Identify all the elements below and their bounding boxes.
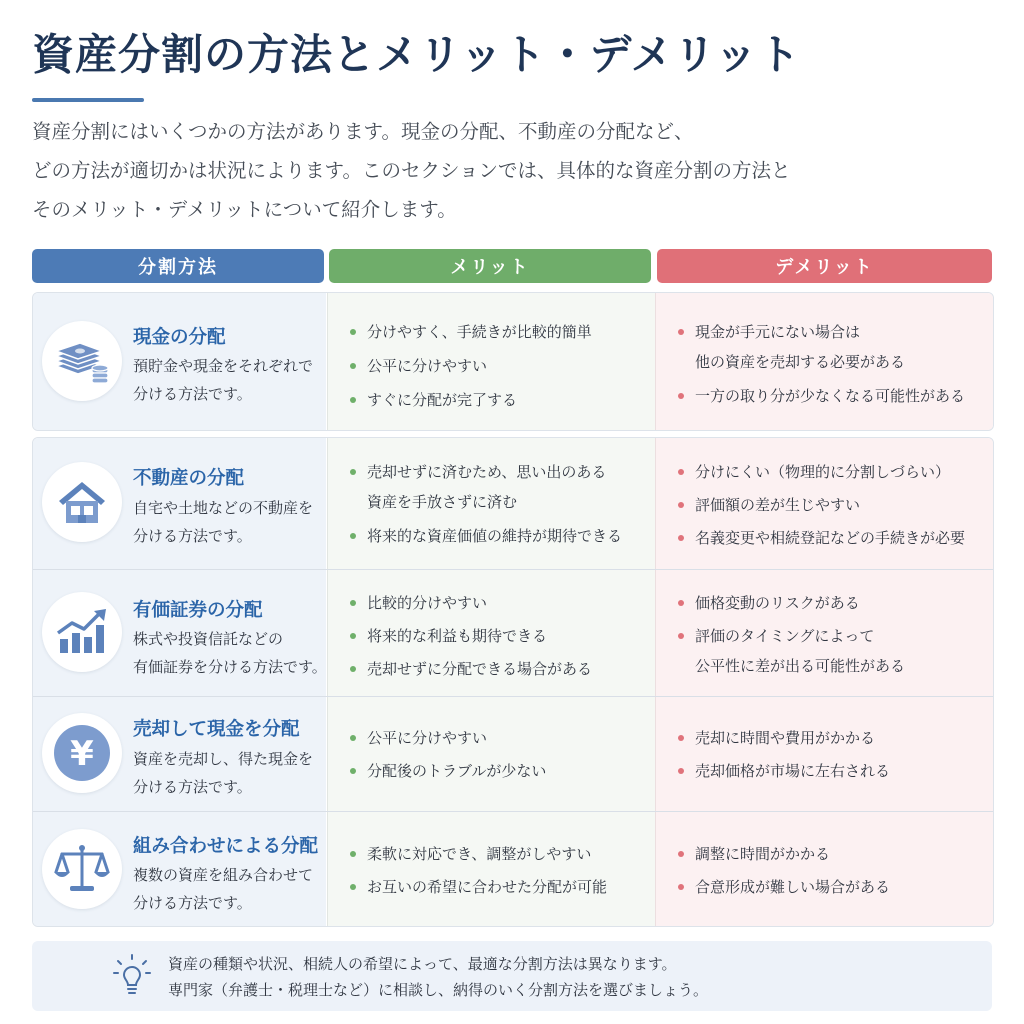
method-description-line: 資産を売却し、得た現金を bbox=[133, 750, 314, 768]
table-row bbox=[33, 811, 993, 927]
demerit-text: 一方の取り分が少なくなる可能性がある bbox=[695, 387, 966, 405]
merit-cell bbox=[327, 697, 655, 812]
merit-text: 将来的な利益も期待できる bbox=[367, 627, 548, 645]
method-title: 有価証券の分配 bbox=[133, 600, 263, 621]
merit-list bbox=[350, 588, 649, 684]
merit-text: 公平に分けやすい bbox=[367, 729, 488, 747]
method-title: 現金の分配 bbox=[133, 327, 226, 348]
demerit-text: 売却価格が市場に左右される bbox=[695, 762, 891, 780]
scales-icon bbox=[42, 829, 122, 909]
demerit-text: 分けにくい（物理的に分割しづらい） bbox=[695, 463, 951, 481]
merit-text: 売却せずに分配できる場合がある bbox=[367, 660, 593, 678]
bullet-dot bbox=[350, 666, 356, 672]
bullet-dot bbox=[350, 633, 356, 639]
method-title: 不動産の分配 bbox=[133, 468, 245, 489]
merit-cell bbox=[327, 438, 655, 569]
method-description bbox=[133, 494, 313, 550]
merit-text: すぐに分配が完了する bbox=[367, 391, 518, 409]
merit-item bbox=[350, 756, 649, 786]
merit-list bbox=[350, 839, 649, 902]
table-row bbox=[33, 438, 993, 569]
method-description-line: 有価証券を分ける方法です。 bbox=[133, 658, 327, 676]
cash-icon bbox=[42, 321, 122, 401]
demerit-item bbox=[678, 588, 988, 618]
merit-item bbox=[350, 385, 649, 415]
demerit-item bbox=[678, 523, 988, 553]
demerit-text: 価格変動のリスクがある bbox=[695, 594, 860, 612]
table-row bbox=[33, 293, 993, 430]
method-cell bbox=[33, 293, 326, 430]
demerit-cell bbox=[655, 812, 994, 927]
method-description-line: 分ける方法です。 bbox=[133, 894, 252, 912]
demerit-cell bbox=[655, 570, 994, 697]
merit-item bbox=[350, 351, 649, 381]
bullet-dot bbox=[678, 884, 684, 890]
merit-text: 柔軟に対応でき、調整がしやすい bbox=[367, 845, 592, 863]
bullet-dot bbox=[678, 600, 684, 606]
method-cell bbox=[33, 697, 326, 812]
demerit-item bbox=[678, 317, 988, 377]
merit-text: お互いの希望に合わせた分配が可能 bbox=[367, 878, 608, 896]
bullet-dot bbox=[350, 397, 356, 403]
demerit-item bbox=[678, 839, 988, 869]
merit-text: 将来的な資産価値の維持が期待できる bbox=[367, 527, 623, 545]
demerit-item bbox=[678, 723, 988, 753]
demerit-item bbox=[678, 621, 988, 681]
tip-line: 資産の種類や状況、相続人の希望によって、最適な分割方法は異なります。 bbox=[168, 955, 677, 973]
page-title: 資産分割の方法とメリット・デメリット bbox=[32, 30, 801, 79]
bullet-dot bbox=[350, 600, 356, 606]
lightbulb-icon bbox=[112, 953, 152, 1003]
merit-item bbox=[350, 588, 649, 618]
method-card-cash bbox=[32, 292, 994, 431]
table-row bbox=[33, 569, 993, 697]
merit-cell bbox=[327, 812, 655, 927]
bullet-dot bbox=[678, 535, 684, 541]
merit-text: 分配後のトラブルが少ない bbox=[367, 762, 547, 780]
bullet-dot bbox=[678, 851, 684, 857]
merit-text: 資産を手放さずに済む bbox=[367, 493, 518, 511]
intro-line: そのメリット・デメリットについて紹介します。 bbox=[32, 198, 457, 221]
demerit-text: 評価額の差が生じやすい bbox=[695, 496, 861, 514]
intro-line: 資産分割にはいくつかの方法があります。現金の分配、不動産の分配など、 bbox=[32, 120, 694, 143]
merit-list bbox=[350, 457, 649, 551]
method-description-line: 預貯金や現金をそれぞれで bbox=[133, 357, 314, 375]
merit-list bbox=[350, 317, 649, 415]
header-merit: メリット bbox=[329, 249, 651, 283]
merit-cell bbox=[327, 293, 655, 430]
demerit-text: 評価のタイミングによって bbox=[695, 627, 875, 645]
bullet-dot bbox=[350, 329, 356, 335]
merit-cell bbox=[327, 570, 655, 697]
tip-text bbox=[168, 951, 708, 1003]
merit-item bbox=[350, 621, 649, 651]
intro-line: どの方法が適切かは状況によります。このセクションでは、具体的な資産分割の方法と bbox=[32, 159, 791, 182]
demerit-list bbox=[678, 723, 988, 786]
demerit-item bbox=[678, 872, 988, 902]
demerit-cell bbox=[655, 438, 994, 569]
demerit-text: 他の資産を売却する必要がある bbox=[695, 353, 906, 371]
merit-item bbox=[350, 521, 649, 551]
bullet-dot bbox=[678, 735, 684, 741]
bullet-dot bbox=[678, 393, 684, 399]
method-title: 売却して現金を分配 bbox=[133, 719, 300, 740]
method-description bbox=[133, 352, 313, 408]
demerit-text: 現金が手元にない場合は bbox=[695, 323, 861, 341]
bullet-dot bbox=[350, 533, 356, 539]
demerit-list bbox=[678, 457, 988, 553]
merit-text: 比較的分けやすい bbox=[367, 594, 488, 612]
demerit-item bbox=[678, 457, 988, 487]
tip-line: 専門家（弁護士・税理士など）に相談し、納得のいく分割方法を選びましょう。 bbox=[168, 981, 709, 999]
table-row bbox=[33, 696, 993, 812]
method-description bbox=[133, 745, 313, 801]
method-table-body bbox=[32, 437, 994, 927]
bullet-dot bbox=[350, 884, 356, 890]
title-underline bbox=[32, 98, 144, 102]
bullet-dot bbox=[350, 768, 356, 774]
merit-item bbox=[350, 457, 649, 517]
method-cell bbox=[33, 812, 326, 927]
merit-item bbox=[350, 723, 649, 753]
demerit-item bbox=[678, 381, 988, 411]
demerit-text: 公平性に差が出る可能性がある bbox=[695, 657, 906, 675]
method-description-line: 分ける方法です。 bbox=[133, 778, 252, 796]
merit-text: 公平に分けやすい bbox=[367, 357, 488, 375]
method-description-line: 分ける方法です。 bbox=[133, 385, 252, 403]
demerit-list bbox=[678, 317, 988, 411]
merit-text: 売却せずに済むため、思い出のある bbox=[367, 463, 607, 481]
bullet-dot bbox=[350, 735, 356, 741]
demerit-list bbox=[678, 839, 988, 902]
merit-text: 分けやすく、手続きが比較的簡単 bbox=[367, 323, 592, 341]
method-description-line: 分ける方法です。 bbox=[133, 527, 252, 545]
method-title: 組み合わせによる分配 bbox=[133, 836, 319, 857]
demerit-text: 合意形成が難しい場合がある bbox=[695, 878, 891, 896]
method-description-line: 株式や投資信託などの bbox=[133, 630, 284, 648]
merit-item bbox=[350, 317, 649, 347]
method-cell bbox=[33, 438, 326, 569]
demerit-text: 売却に時間や費用がかかる bbox=[695, 729, 876, 747]
house-icon bbox=[42, 462, 122, 542]
bullet-dot bbox=[350, 363, 356, 369]
tip-box bbox=[32, 941, 992, 1011]
demerit-cell bbox=[655, 697, 994, 812]
method-description bbox=[133, 625, 327, 681]
yen-icon bbox=[42, 713, 122, 793]
method-description bbox=[133, 861, 313, 917]
demerit-item bbox=[678, 756, 988, 786]
demerit-item bbox=[678, 490, 988, 520]
demerit-list bbox=[678, 588, 988, 681]
bullet-dot bbox=[678, 329, 684, 335]
header-demerit: デメリット bbox=[657, 249, 992, 283]
method-cell bbox=[33, 570, 326, 697]
demerit-cell bbox=[655, 293, 994, 430]
bullet-dot bbox=[350, 851, 356, 857]
bullet-dot bbox=[350, 469, 356, 475]
bullet-dot bbox=[678, 469, 684, 475]
bullet-dot bbox=[678, 768, 684, 774]
bullet-dot bbox=[678, 502, 684, 508]
merit-item bbox=[350, 654, 649, 684]
bullet-dot bbox=[678, 633, 684, 639]
merit-item bbox=[350, 839, 649, 869]
svg-text:¥: ¥ bbox=[70, 734, 94, 774]
merit-list bbox=[350, 723, 649, 786]
chart-up-icon bbox=[42, 592, 122, 672]
intro-paragraph bbox=[32, 112, 992, 229]
header-method: 分割方法 bbox=[32, 249, 324, 283]
demerit-text: 名義変更や相続登記などの手続きが必要 bbox=[695, 529, 966, 547]
merit-item bbox=[350, 872, 649, 902]
method-description-line: 複数の資産を組み合わせて bbox=[133, 866, 314, 884]
demerit-text: 調整に時間がかかる bbox=[695, 845, 831, 863]
method-description-line: 自宅や土地などの不動産を bbox=[133, 499, 314, 517]
